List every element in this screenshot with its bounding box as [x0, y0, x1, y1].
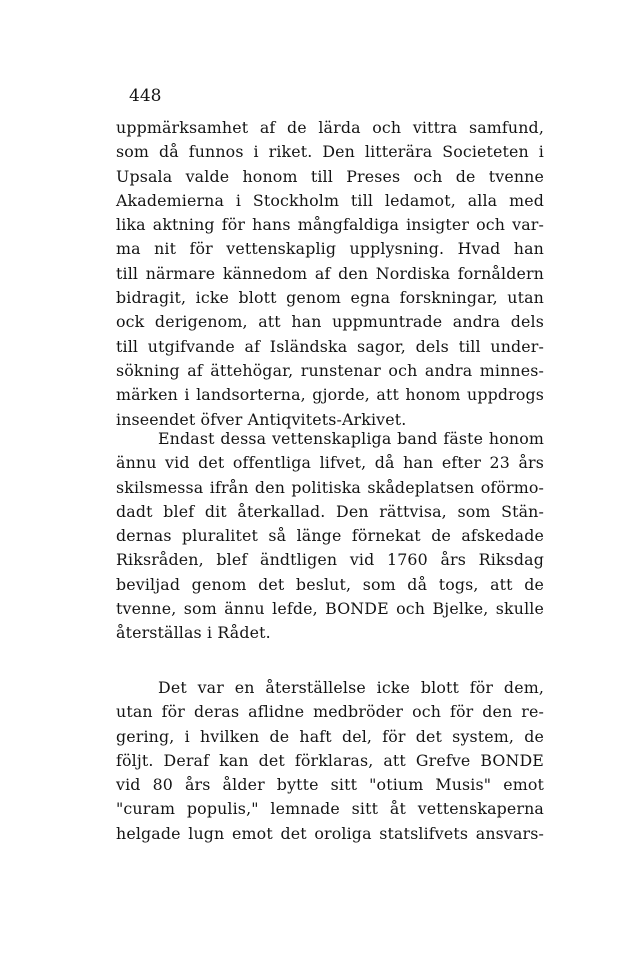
text-line: lika aktning för hans mångfaldiga insigter och var-: [116, 215, 544, 235]
text-line: följt. Deraf kan det förklaras, att Grefve BONDE: [116, 750, 544, 770]
page-number: 448: [129, 86, 162, 106]
text-line: till närmare kännedom af den Nordiska fornåldern: [116, 263, 544, 283]
text-line: som då funnos i riket. Den litterära Societeten i: [116, 142, 544, 162]
text-line: utan för deras aflidne medbröder och för den re-: [116, 702, 544, 722]
text-line: ma nit för vettenskaplig upplysning. Hvad han: [116, 239, 544, 259]
text-line: bidragit, icke blott genom egna forskningar, utan: [116, 288, 544, 308]
text-line: ännu vid det offentliga lifvet, då han efter 23 års: [116, 453, 544, 473]
text-line: Endast dessa vettenskapliga band fäste honom: [158, 429, 544, 448]
text-line: skilsmessa ifrån den politiska skådeplatsen oförmo-: [116, 477, 544, 497]
text-line: Akademierna i Stockholm till ledamot, alla med: [116, 190, 544, 210]
text-line: gering, i hvilken de haft del, för det system, de: [116, 726, 544, 746]
text-line: vid 80 års ålder bytte sitt "otium Musis" emot: [116, 775, 544, 795]
text-line: Upsala valde honom till Preses och de tvenne: [116, 166, 544, 186]
text-line: sökning af ättehögar, runstenar och andra minnes-: [116, 360, 544, 380]
paragraph-1: [116, 116, 544, 432]
text-line: ock derigenom, att han uppmuntrade andra dels: [116, 312, 544, 332]
text-line: till utgifvande af Isländska sagor, dels till under-: [116, 336, 544, 356]
text-line: dadt blef dit återkallad. Den rättvisa, som Stän-: [116, 501, 544, 521]
text-line: dernas pluralitet så länge förnekat de afskedade: [116, 526, 544, 546]
paragraph-3: [116, 676, 544, 846]
text-line: märken i landsorterna, gjorde, att honom uppdrogs: [116, 385, 544, 405]
text-line: "curam populis," lemnade sitt åt vettenskaperna: [116, 799, 544, 819]
text-line: återställas i Rådet.: [116, 623, 271, 643]
text-line: Det var en återställelse icke blott för dem,: [158, 678, 544, 697]
paragraph-2: [116, 427, 544, 646]
text-line: tvenne, som ännu lefde, BONDE och Bjelke, skulle: [116, 599, 544, 619]
text-line: inseendet öfver Antiqvitets-Arkivet.: [116, 409, 407, 429]
text-line: Riksråden, blef ändtligen vid 1760 års Riksdag: [116, 550, 544, 570]
text-line: beviljad genom det beslut, som då togs, att de: [116, 574, 544, 594]
text-line: helgade lugn emot det oroliga statslifvets ansvars-: [116, 823, 544, 843]
text-line: uppmärksamhet af de lärda och vittra samfund,: [116, 118, 544, 137]
